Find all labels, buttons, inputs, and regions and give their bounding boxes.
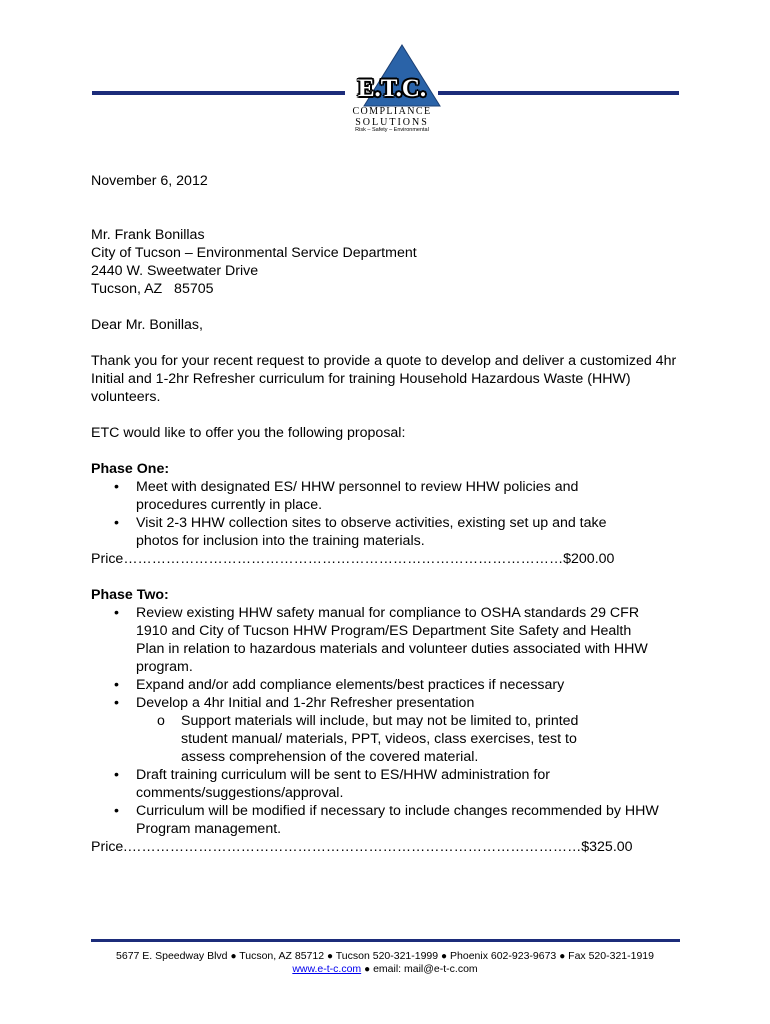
bullet-icon: ● — [364, 964, 371, 975]
footer-contact-line — [60, 950, 710, 963]
bullet-icon: ● — [559, 951, 566, 962]
recipient-street: 2440 W. Sweetwater Drive — [91, 263, 259, 279]
header-rule-left — [92, 91, 345, 95]
list-item: • Review existing HHW safety manual for compliance to OSHA standards 29 CFR 1910 and City of Tucson HHW Program/ES Department Site Safety and Health Plan in relation to hazardous materials and volunteer duties associated with HHW program. — [91, 604, 651, 676]
footer-email: email: mail@e-t-c.com — [373, 963, 478, 975]
list-item-text: Develop a 4hr Initial and 1-2hr Refresher presentation — [136, 695, 475, 711]
logo-line-solutions: SOLUTIONS — [355, 117, 429, 128]
salutation: Dear Mr. Bonillas, — [91, 317, 203, 333]
list-item: • Draft training curriculum will be sent to ES/HHW administration for comments/suggestions/approval. — [91, 766, 616, 802]
list-item: • Curriculum will be modified if necessary to include changes recommended by HHW Program management. — [91, 802, 666, 838]
phase-one-price: Price…………………………………………………………………………………$200.00 — [91, 551, 615, 567]
sub-list-item: o Support materials will include, but may not be limited to, printed student manual/ materials, PPT, videos, class exercises, test to assess comprehension of the covered material. — [136, 712, 621, 766]
footer-rule — [91, 939, 680, 942]
phase-two-heading: Phase Two: — [91, 587, 169, 603]
phase-two-list — [91, 604, 691, 838]
logo-name: E.T.C. — [357, 75, 427, 102]
list-item: • Meet with designated ES/ HHW personnel to review HHW policies and procedures currently in place. — [91, 478, 636, 514]
intro-paragraph: Thank you for your recent request to provide a quote to develop and deliver a customized 4hr Initial and 1-2hr Refresher curriculum for training Household Hazardous Waste (HHW) volunteers. — [91, 353, 677, 405]
footer-tucson-phone: Tucson 520-321-1999 — [335, 950, 439, 962]
bullet-icon: ● — [230, 951, 237, 962]
phase-two-sublist — [136, 712, 691, 766]
website-link[interactable]: www.e-t-c.com — [292, 963, 362, 975]
bullet-icon: ● — [326, 951, 334, 962]
recipient-name: Mr. Frank Bonillas — [91, 227, 205, 243]
footer-phoenix-phone: Phoenix 602-923-9673 — [450, 950, 557, 962]
footer-city: Tucson, AZ 85712 — [239, 950, 325, 962]
offer-line: ETC would like to offer you the following proposal: — [91, 425, 406, 441]
footer-address: 5677 E. Speedway Blvd — [116, 950, 228, 962]
footer — [60, 950, 710, 976]
footer-fax: Fax 520-321-1919 — [568, 950, 654, 962]
phase-one-list — [91, 478, 691, 550]
letter-date: November 6, 2012 — [91, 173, 208, 189]
list-item: • Expand and/or add compliance elements/best practices if necessary — [91, 676, 691, 694]
company-logo — [340, 42, 444, 138]
logo-line-compliance: COMPLIANCE — [352, 106, 432, 117]
header-rule-right — [438, 91, 679, 95]
bullet-icon: ● — [441, 951, 448, 962]
list-item — [91, 694, 691, 766]
recipient-city: Tucson, AZ 85705 — [91, 281, 214, 297]
letter-body — [91, 172, 691, 856]
list-item: • Visit 2-3 HHW collection sites to observe activities, existing set up and take photos for inclusion into the training materials. — [91, 514, 636, 550]
logo-tagline: Risk – Safety – Environmental — [355, 127, 429, 133]
recipient-organization: City of Tucson – Environmental Service Department — [91, 245, 417, 261]
footer-web-line — [60, 963, 710, 976]
phase-two-price: Price.……………………………………………………………………………………$325.00 — [91, 839, 633, 855]
phase-one-heading: Phase One: — [91, 461, 170, 477]
